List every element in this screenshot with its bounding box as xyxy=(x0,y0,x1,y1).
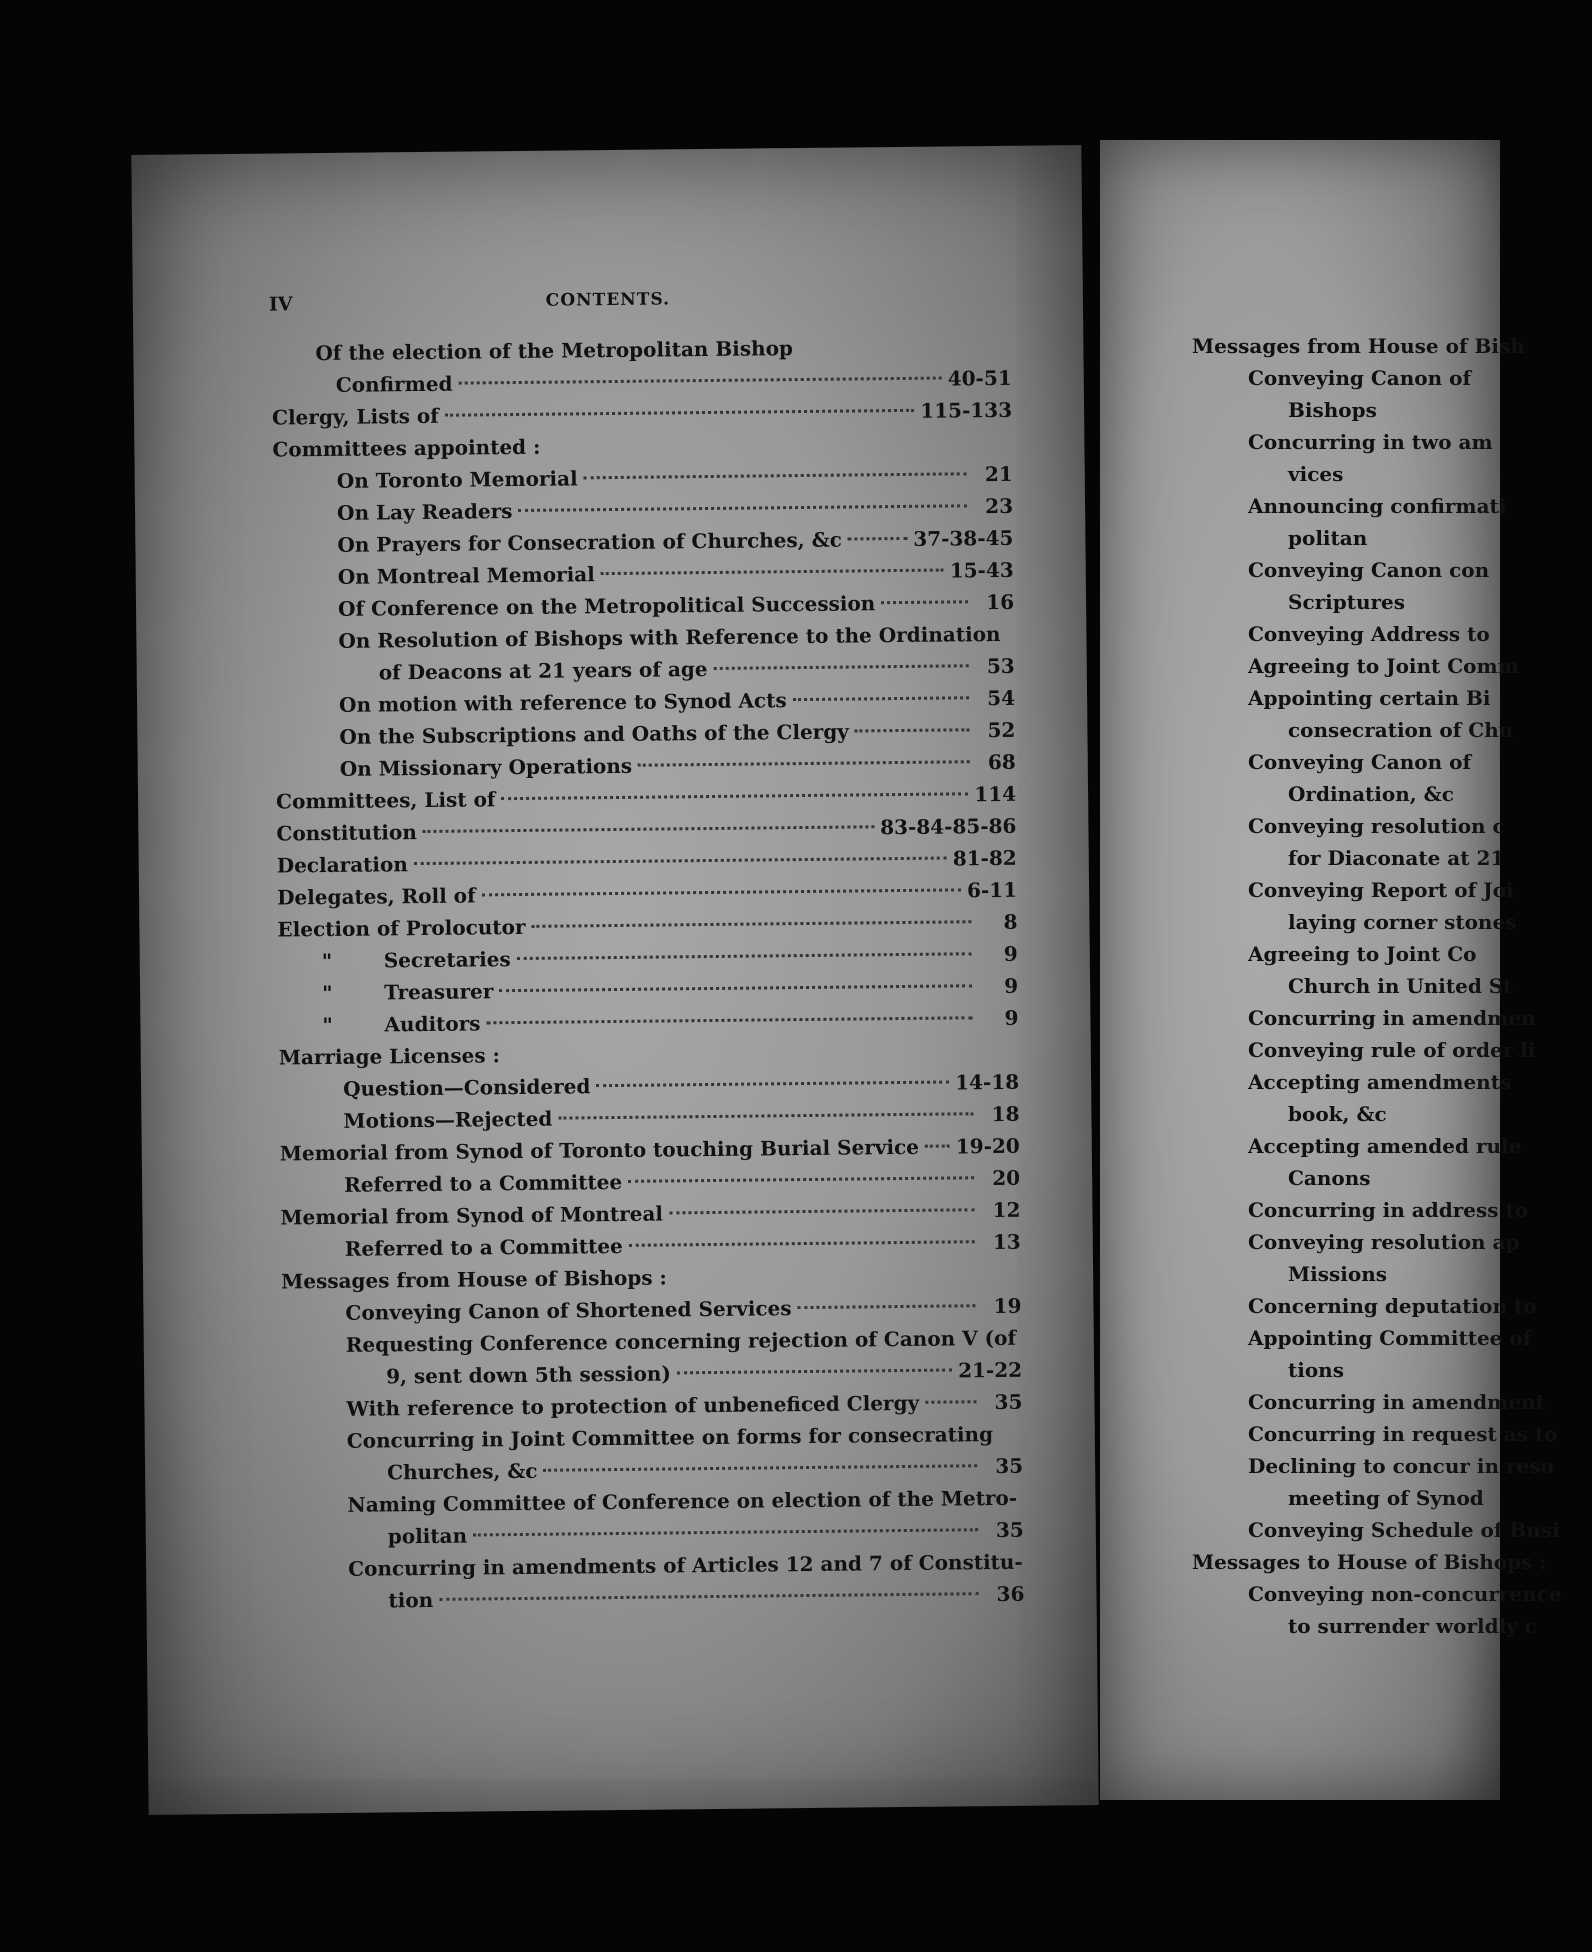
entry-page-number: 81-82 xyxy=(952,845,1017,871)
entry-page-number: 20 xyxy=(992,1165,1021,1191)
entry-label: Concurring in Joint Committee on forms for consecrating xyxy=(346,1422,994,1453)
entry-page-number: 115-133 xyxy=(920,397,1013,423)
right-contents-entry: Conveying rule of order li xyxy=(1248,1038,1536,1062)
right-contents-entry: Announcing confirmati xyxy=(1248,494,1507,518)
dot-leader xyxy=(601,569,944,576)
entry-label: Conveying Canon of Shortened Services xyxy=(345,1296,792,1325)
right-contents-entry: tions xyxy=(1288,1358,1344,1382)
entry-text xyxy=(388,1584,433,1616)
entry-label: Referred to a Committee xyxy=(344,1233,623,1261)
entry-label: Of the election of the Metropolitan Bishop xyxy=(315,336,794,366)
dot-leader xyxy=(855,728,970,732)
entry-page-number: 21-22 xyxy=(958,1357,1023,1383)
dot-leader xyxy=(531,920,971,928)
entry-label: Constitution xyxy=(276,820,417,846)
entry-text xyxy=(345,1230,623,1265)
right-contents-entry: Appointing Committee of xyxy=(1248,1326,1532,1350)
right-contents-entry: Conveying resolution ap xyxy=(1248,1230,1520,1254)
entry-page-number: 16 xyxy=(986,589,1015,615)
right-contents-entry: Accepting amendments xyxy=(1248,1070,1512,1094)
entry-text xyxy=(280,1198,663,1234)
entry-label: Declaration xyxy=(276,852,408,878)
right-contents-entry: Concurring in amendmen xyxy=(1248,1006,1536,1030)
entry-page-number: 19 xyxy=(993,1293,1022,1319)
page-title: CONTENTS. xyxy=(545,289,671,311)
contents-list xyxy=(271,330,1024,1618)
contents-entry xyxy=(284,1578,1024,1618)
entry-page-number: 9 xyxy=(1004,973,1019,998)
entry-label: Concurring in amendments of Articles 12 and 7 of Constitu- xyxy=(348,1549,1023,1581)
entry-page-number: 14-18 xyxy=(954,1069,1020,1095)
dot-leader xyxy=(925,1145,950,1148)
entry-text xyxy=(339,684,787,721)
entry-page-number: 52 xyxy=(987,717,1016,743)
dot-leader xyxy=(544,1464,978,1472)
entry-page-number: 35 xyxy=(995,1517,1024,1543)
right-contents-entry: Concurring in request as to xyxy=(1248,1422,1558,1446)
entry-page-number: 83-84-85-86 xyxy=(880,813,1017,840)
entry-text xyxy=(343,1070,591,1105)
right-contents-entry: Concurring in amendment xyxy=(1248,1390,1545,1414)
right-contents-entry: Bishops xyxy=(1288,398,1377,422)
entry-label: Churches, &c xyxy=(387,1458,538,1485)
entry-text xyxy=(386,1357,671,1392)
left-page xyxy=(131,145,1098,1815)
entry-page-number: 54 xyxy=(987,685,1016,711)
ditto-mark: " xyxy=(321,980,333,1006)
entry-label: Committees appointed : xyxy=(272,434,541,462)
entry-label: Motions—Rejected xyxy=(343,1106,553,1133)
entry-page-number: 21 xyxy=(984,461,1013,487)
entry-page-number: 12 xyxy=(992,1197,1021,1223)
page-header xyxy=(133,285,1083,325)
right-contents-entry: book, &c xyxy=(1288,1102,1387,1126)
dot-leader xyxy=(628,1176,974,1183)
entry-text xyxy=(322,975,494,1009)
right-contents-entry: Messages from House of Bish xyxy=(1192,334,1525,358)
dot-leader xyxy=(414,857,947,866)
dot-leader xyxy=(518,504,967,512)
entry-text xyxy=(343,1103,552,1137)
entry-label: Naming Committee of Conference on election of the Metro- xyxy=(347,1485,1018,1517)
entry-page-number: 37-38-45 xyxy=(913,525,1014,551)
entry-text xyxy=(387,1455,538,1489)
dot-leader xyxy=(714,664,969,670)
entry-page-number: 19-20 xyxy=(955,1133,1020,1159)
right-contents-entry: for Diaconate at 21 xyxy=(1288,846,1505,870)
right-contents-entry: Conveying Address to xyxy=(1248,622,1490,646)
entry-label: Confirmed xyxy=(335,371,453,397)
entry-label: politan xyxy=(387,1523,468,1549)
right-contents-entry: Concurring in address to xyxy=(1248,1198,1529,1222)
dot-leader xyxy=(458,377,941,385)
entry-text xyxy=(277,879,476,913)
right-contents-entry: Church in United St xyxy=(1288,974,1513,998)
entry-page-number: 18 xyxy=(991,1101,1020,1127)
right-contents-entry: Conveying resolution c xyxy=(1248,814,1505,838)
entry-label: of Deacons at 21 years of age xyxy=(378,657,708,685)
entry-text xyxy=(338,558,595,593)
ditto-mark: " xyxy=(321,948,333,974)
entry-page-number: 53 xyxy=(986,653,1015,679)
ditto-mark: " xyxy=(322,1012,334,1038)
entry-text xyxy=(336,368,453,401)
entry-label: On Prayers for Consecration of Churches, &c xyxy=(337,527,842,557)
dot-leader xyxy=(473,1528,978,1536)
entry-text xyxy=(277,911,525,946)
entry-text xyxy=(345,1292,791,1329)
right-contents-entry: Conveying Schedule of Busi xyxy=(1248,1518,1560,1542)
entry-label: On Montreal Memorial xyxy=(337,562,595,589)
entry-label: tion xyxy=(388,1587,434,1613)
right-contents-entry: Canons xyxy=(1288,1166,1371,1190)
right-contents-entry: meeting of Synod xyxy=(1288,1486,1484,1510)
dot-leader xyxy=(848,537,907,541)
entry-text xyxy=(322,1007,480,1041)
entry-label: 9, sent down 5th session) xyxy=(386,1361,671,1389)
dot-leader xyxy=(925,1400,976,1404)
entry-label: Of Conference on the Metropolitical Succession xyxy=(337,591,876,621)
entry-text xyxy=(379,653,708,688)
entry-text xyxy=(344,1166,622,1201)
entry-label: Messages from House of Bishops : xyxy=(281,1265,667,1294)
entry-text xyxy=(276,783,496,817)
dot-leader xyxy=(486,1016,972,1024)
entry-text xyxy=(337,524,842,561)
right-contents-entry: Messages to House of Bishops : xyxy=(1192,1550,1547,1574)
entry-text xyxy=(339,716,849,753)
dot-leader xyxy=(629,1240,975,1247)
entry-label: Question—Considered xyxy=(342,1074,591,1101)
right-contents-entry: Conveying Report of Joi xyxy=(1248,878,1514,902)
entry-text xyxy=(272,431,540,466)
right-contents-entry: Agreeing to Joint Comm xyxy=(1248,654,1519,678)
dot-leader xyxy=(499,984,972,992)
dot-leader xyxy=(881,600,968,604)
entry-label: On Lay Readers xyxy=(336,499,513,525)
entry-text xyxy=(281,1261,667,1297)
right-contents-entry: Accepting amended rule xyxy=(1248,1134,1522,1158)
entry-label: On motion with reference to Synod Acts xyxy=(338,688,787,717)
right-contents-entry: Appointing certain Bi xyxy=(1248,686,1491,710)
right-contents-entry: Concerning deputation to xyxy=(1248,1294,1537,1318)
right-contents-entry: to surrender worldly c xyxy=(1288,1614,1537,1638)
entry-label: Treasurer xyxy=(383,979,494,1005)
right-contents-entry: Declining to concur in reso xyxy=(1248,1454,1554,1478)
dot-leader xyxy=(423,825,874,833)
entry-label: On Resolution of Bishops with Reference to the Ordination xyxy=(338,621,1001,653)
entry-text xyxy=(280,1131,919,1170)
entry-page-number: 68 xyxy=(987,749,1016,775)
entry-label: Memorial from Synod of Toronto touching Burial Service xyxy=(279,1134,920,1166)
right-contents-entry: Conveying Canon of xyxy=(1248,366,1472,390)
dot-leader xyxy=(596,1081,949,1088)
entry-text xyxy=(276,816,417,849)
page-number: IV xyxy=(268,293,293,316)
entry-page-number: 13 xyxy=(992,1229,1021,1255)
entry-label: On the Subscriptions and Oaths of the Clergy xyxy=(339,719,849,749)
entry-label: Committees, List of xyxy=(275,787,496,814)
entry-text xyxy=(388,1520,468,1553)
right-contents-list xyxy=(1192,330,1592,1642)
entry-page-number: 114 xyxy=(974,781,1017,807)
entry-label: Secretaries xyxy=(383,947,511,973)
right-contents-entry: Concurring in two am xyxy=(1248,430,1493,454)
entry-page-number: 9 xyxy=(1004,1005,1019,1030)
entry-page-number: 36 xyxy=(996,1581,1025,1607)
entry-page-number: 40-51 xyxy=(947,365,1012,391)
entry-page-number: 23 xyxy=(985,493,1014,519)
right-contents-entry: consecration of Chu xyxy=(1288,718,1514,742)
right-contents-entry: vices xyxy=(1288,462,1344,486)
right-contents-entry: politan xyxy=(1288,526,1368,550)
entry-label: On Toronto Memorial xyxy=(336,466,578,493)
entry-page-number: 35 xyxy=(994,1389,1023,1415)
entry-label: Election of Prolocutor xyxy=(277,914,526,942)
right-contents-entry: Scriptures xyxy=(1288,590,1406,614)
entry-text xyxy=(272,400,439,434)
entry-page-number: 8 xyxy=(1003,909,1018,934)
entry-text xyxy=(322,943,511,977)
entry-label: With reference to protection of unbeneficed Clergy xyxy=(346,1390,920,1421)
entry-label: Clergy, Lists of xyxy=(271,403,439,430)
right-page xyxy=(1100,140,1562,1800)
dot-leader xyxy=(584,472,967,479)
entry-label: Marriage Licenses : xyxy=(278,1043,501,1070)
entry-page-number: 9 xyxy=(1003,941,1018,966)
entry-text xyxy=(340,750,633,785)
dot-leader xyxy=(558,1112,973,1119)
dot-leader xyxy=(793,696,969,701)
entry-label: On Missionary Operations xyxy=(339,753,633,781)
right-contents-entry: Conveying Canon of xyxy=(1248,750,1472,774)
dot-leader xyxy=(677,1368,952,1374)
right-contents-entry: Ordination, &c xyxy=(1288,782,1454,806)
right-contents-entry: Missions xyxy=(1288,1262,1387,1286)
right-contents-entry: Agreeing to Joint Co xyxy=(1248,942,1477,966)
dot-leader xyxy=(517,952,972,960)
dot-leader xyxy=(669,1208,975,1214)
entry-label: Auditors xyxy=(384,1011,481,1037)
entry-page-number: 35 xyxy=(995,1453,1024,1479)
entry-text xyxy=(347,1418,994,1457)
dot-leader xyxy=(439,1592,978,1601)
entry-text xyxy=(337,462,578,497)
dot-leader xyxy=(445,409,914,417)
entry-text xyxy=(277,848,408,881)
entry-label: Memorial from Synod of Montreal xyxy=(280,1201,664,1230)
dot-leader xyxy=(501,792,968,800)
entry-label: Delegates, Roll of xyxy=(276,883,476,910)
entry-page-number: 6-11 xyxy=(966,877,1018,903)
right-contents-entry: laying corner stones xyxy=(1288,910,1517,934)
dot-leader xyxy=(638,760,970,766)
entry-label: Referred to a Committee xyxy=(344,1169,623,1197)
right-contents-entry: Conveying non-concurrence xyxy=(1248,1582,1562,1606)
right-contents-entry: Conveying Canon con xyxy=(1248,558,1490,582)
dot-leader xyxy=(482,888,961,896)
entry-page-number: 15-43 xyxy=(949,557,1014,583)
entry-label: Requesting Conference concerning rejection of Canon V (of xyxy=(345,1325,1017,1357)
dot-leader xyxy=(798,1304,976,1309)
entry-text xyxy=(315,332,793,369)
entry-text xyxy=(337,495,513,529)
entry-text xyxy=(279,1039,500,1073)
